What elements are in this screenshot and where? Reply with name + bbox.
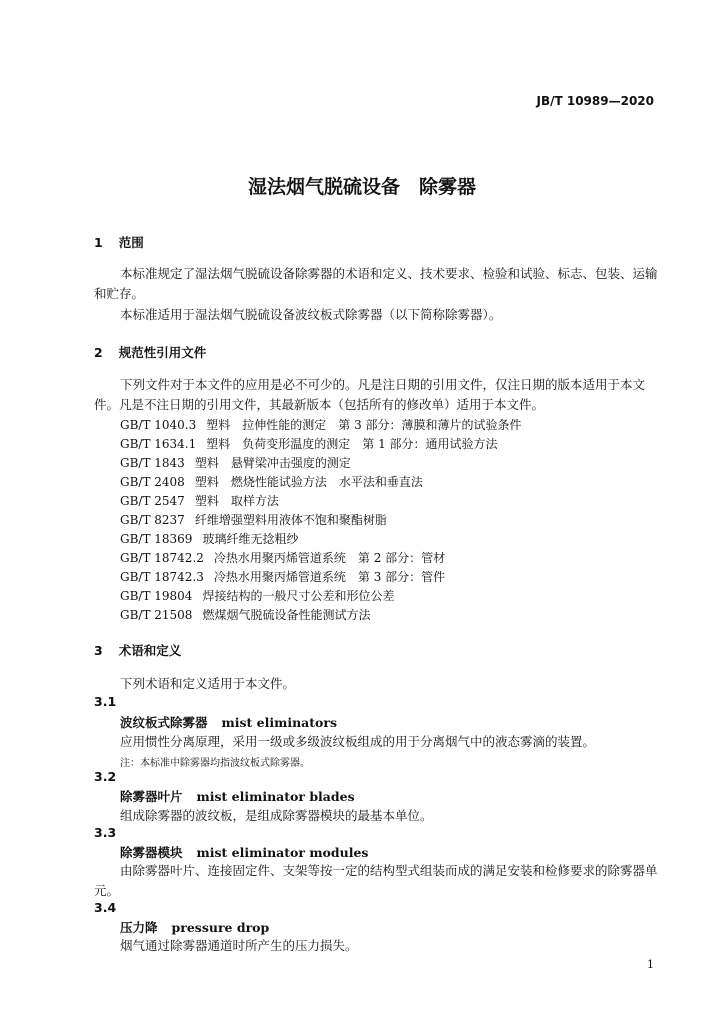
term-chinese: 除雾器叶片 [120, 789, 183, 804]
section-number: 3 [94, 643, 103, 658]
term-heading [120, 713, 337, 731]
reference-title: 塑料 燃烧性能试验方法 水平法和垂直法 [194, 475, 423, 489]
page-number: 1 [647, 958, 654, 971]
term-number: 3.4 [94, 900, 117, 915]
reference-title: 冷热水用聚丙烯管道系统 第 2 部分：管材 [213, 551, 446, 565]
reference-code: GB/T 19804 [120, 589, 193, 603]
section-title: 范围 [118, 235, 144, 250]
term-chinese: 除雾器模块 [120, 845, 183, 860]
term-definition: 由除雾器叶片、连接固定件、支架等按一定的结构型式组装而成的满足安装和检修要求的除雾器单元。 [94, 863, 658, 898]
term-english: mist eliminator modules [196, 845, 369, 860]
reference-title: 纤维增强塑料用液体不饱和聚酯树脂 [194, 513, 387, 527]
section-1-paragraph-2: 本标准适用于湿法烟气脱硫设备波纹板式除雾器（以下简称除雾器）。 [120, 307, 502, 322]
term-english: mist eliminator blades [196, 789, 355, 804]
term-number: 3.1 [94, 694, 117, 709]
term-definition: 烟气通过除雾器通道时所产生的压力损失。 [120, 938, 358, 953]
term-definition: 组成除雾器的波纹板，是组成除雾器模块的最基本单位。 [120, 808, 433, 823]
reference-item [120, 530, 298, 547]
reference-code: GB/T 1634.1 [120, 437, 197, 451]
reference-code: GB/T 18369 [120, 532, 193, 546]
reference-title: 塑料 负荷变形温度的测定 第 1 部分：通用试验方法 [206, 437, 498, 451]
reference-item [120, 568, 445, 585]
reference-code: GB/T 21508 [120, 608, 193, 622]
standard-code: JB/T 10989—2020 [536, 94, 654, 108]
page-title: 湿法烟气脱硫设备 除雾器 [247, 176, 476, 198]
term-heading [120, 787, 355, 805]
reference-code: GB/T 18742.2 [120, 551, 204, 565]
section-3-intro: 下列术语和定义适用于本文件。 [120, 676, 296, 691]
reference-title: 燃煤烟气脱硫设备性能测试方法 [202, 608, 371, 622]
section-title: 术语和定义 [118, 643, 182, 658]
reference-title: 冷热水用聚丙烯管道系统 第 3 部分：管件 [213, 570, 446, 584]
reference-item [120, 473, 423, 490]
reference-code: GB/T 18742.3 [120, 570, 204, 584]
reference-item [120, 587, 394, 604]
reference-item [120, 416, 522, 433]
term-number: 3.3 [94, 825, 117, 840]
term-heading [120, 843, 368, 861]
section-2-intro: 下列文件对于本文件的应用是必不可少的。凡是注日期的引用文件，仅注日期的版本适用于本文件。凡是不注日期的引用文件，其最新版本（包括所有的修改单）适用于本文件。 [94, 377, 646, 412]
reference-title: 塑料 取样方法 [194, 494, 279, 508]
reference-item [120, 549, 445, 566]
section-3-heading [94, 641, 181, 659]
term-english: pressure drop [171, 920, 270, 935]
reference-code: GB/T 2547 [120, 494, 185, 508]
section-title: 规范性引用文件 [118, 345, 207, 360]
reference-title: 塑料 悬臂梁冲击强度的测定 [194, 456, 351, 470]
reference-code: GB/T 2408 [120, 475, 185, 489]
reference-item [120, 435, 498, 452]
reference-item [120, 606, 370, 623]
term-note: 注：本标准中除雾器均指波纹板式除雾器。 [120, 758, 310, 769]
term-definition: 应用惯性分离原理，采用一级或多级波纹板组成的用于分离烟气中的液态雾滴的装置。 [120, 734, 596, 749]
reference-code: GB/T 1040.3 [120, 418, 197, 432]
section-2-heading [94, 343, 206, 361]
term-number: 3.2 [94, 769, 117, 784]
section-number: 2 [94, 345, 103, 360]
term-chinese: 压力降 [120, 920, 158, 935]
reference-item [120, 454, 351, 471]
reference-title: 焊接结构的一般尺寸公差和形位公差 [202, 589, 395, 603]
section-number: 1 [94, 235, 103, 250]
reference-code: GB/T 8237 [120, 513, 185, 527]
reference-item [120, 492, 279, 509]
reference-title: 塑料 拉伸性能的测定 第 3 部分：薄膜和薄片的试验条件 [206, 418, 522, 432]
term-chinese: 波纹板式除雾器 [120, 715, 208, 730]
reference-code: GB/T 1843 [120, 456, 185, 470]
term-heading [120, 918, 269, 936]
term-english: mist eliminators [221, 715, 338, 730]
reference-item [120, 511, 387, 528]
section-1-paragraph-1: 本标准规定了湿法烟气脱硫设备除雾器的术语和定义、技术要求、检验和试验、标志、包装、运输和贮存。 [94, 266, 658, 301]
reference-title: 玻璃纤维无捻粗纱 [202, 532, 299, 546]
section-1-heading [94, 233, 144, 251]
